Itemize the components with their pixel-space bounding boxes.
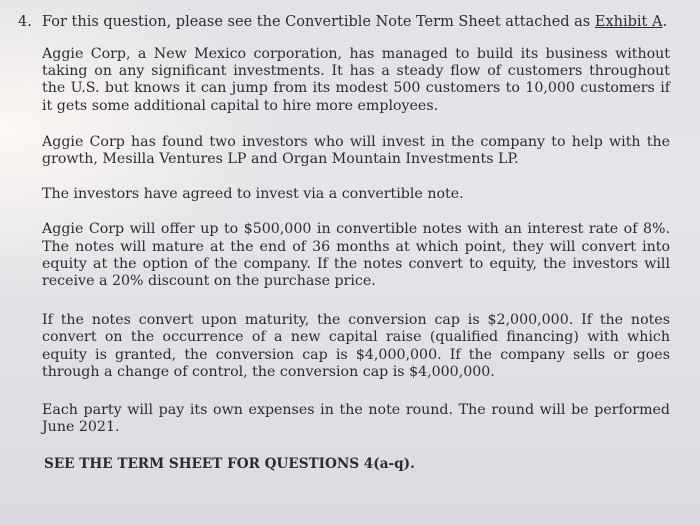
final-instruction: SEE THE TERM SHEET FOR QUESTIONS 4(a-q). <box>44 456 415 473</box>
question-number: 4. <box>18 14 32 30</box>
paragraph-investors: Aggie Corp has found two investors who will invest in the company to help with the growth, Mesilla Ventures LP and Organ Mountain Investments LP. <box>42 133 670 168</box>
exhibit-a-link[interactable]: Exhibit A <box>594 14 663 30</box>
paragraph-note-terms: Aggie Corp will offer up to $500,000 in convertible notes with an interest rate of 8%. The notes will mature at the end of 36 months at which point, they will convert into equity at the option of the company. If the notes convert to equity, the investors will receive a 20% discount on the purchase price. <box>42 221 670 290</box>
question-heading <box>18 12 670 32</box>
question-intro-text: For this question, please see the Convertible Note Term Sheet attached as <box>42 14 595 30</box>
question-intro <box>42 12 670 32</box>
paragraph-conversion-cap: If the notes convert upon maturity, the conversion cap is $2,000,000. If the notes convert on the occurrence of a new capital raise (qualified financing) with which equity is granted, the conversion cap is $4,000,000. If the company sells or goes through a change of control, the conversion cap is $4,000,000. <box>42 312 670 380</box>
paragraph-convertible-note: The investors have agreed to invest via a convertible note. <box>42 186 464 203</box>
question-intro-end: . <box>662 14 668 30</box>
paragraph-company-background: Aggie Corp, a New Mexico corporation, has managed to build its business without taking on any significant investments. It has a steady flow of customers throughout the U.S. but knows it can jump from its modest 500 customers to 10,000 customers if it gets some additional capital to hire more employees. <box>42 46 670 114</box>
paragraph-expenses: Each party will pay its own expenses in the note round. The round will be performed June 2021. <box>42 402 670 436</box>
